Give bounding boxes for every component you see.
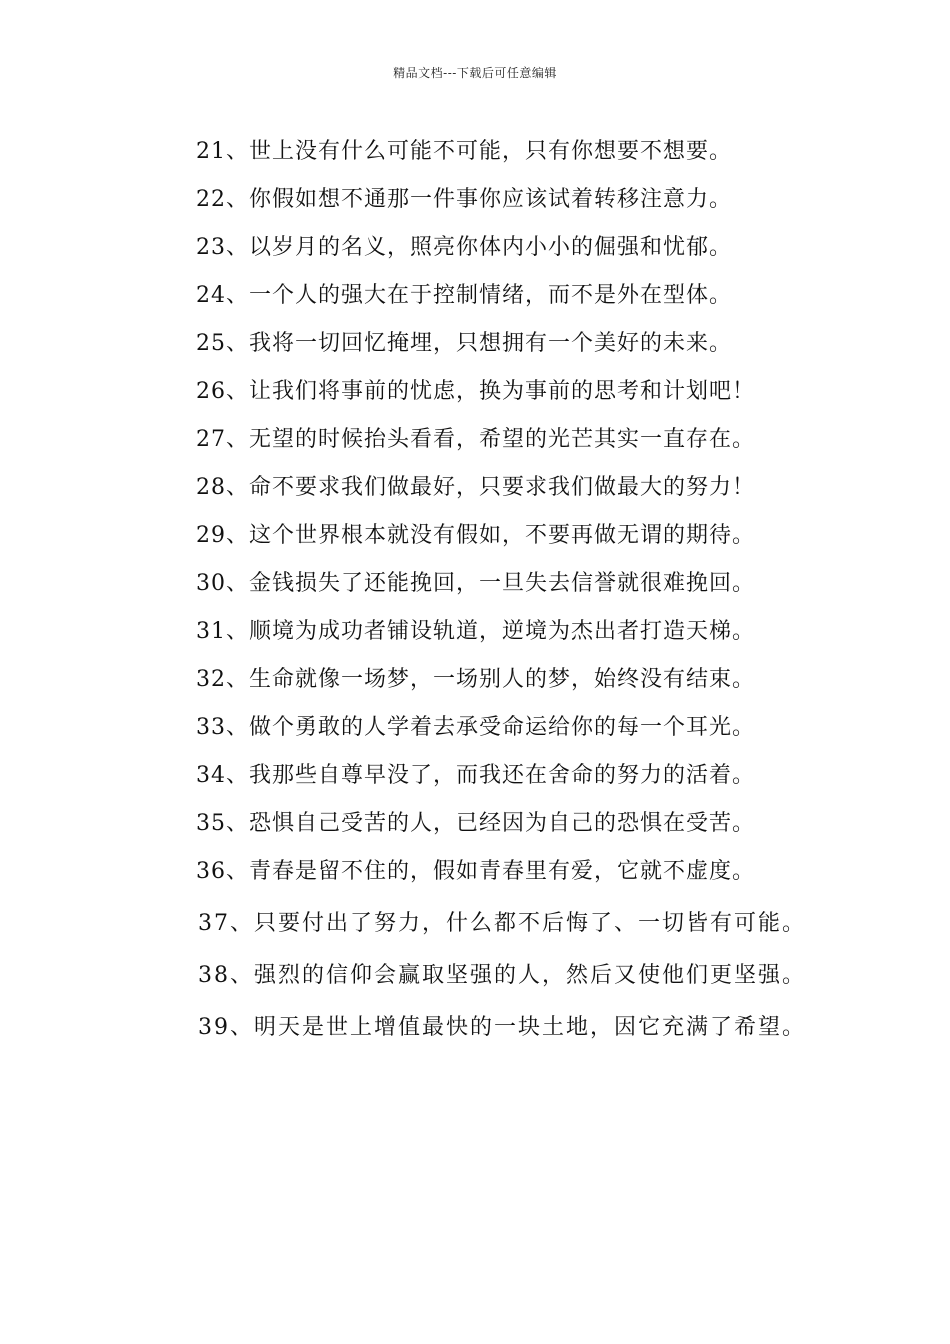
quote-line: 22、你假如想不通那一件事你应该试着转移注意力。 (196, 187, 732, 212)
quote-line: 29、这个世界根本就没有假如，不要再做无谓的期待。 (196, 523, 755, 548)
quote-line: 27、无望的时候抬头看看，希望的光芒其实一直存在。 (196, 427, 755, 452)
quote-line: 34、我那些自尊早没了，而我还在舍命的努力的活着。 (196, 763, 755, 788)
document-body (146, 128, 806, 1052)
page-header: 精品文档---下载后可任意编辑 (393, 66, 557, 80)
quote-line: 25、我将一切回忆掩埋，只想拥有一个美好的未来。 (196, 331, 732, 356)
quote-line: 28、命不要求我们做最好，只要求我们做最大的努力！ (196, 475, 755, 500)
quote-line: 35、恐惧自己受苦的人，已经因为自己的恐惧在受苦。 (196, 811, 755, 836)
quote-line: 24、一个人的强大在于控制情绪，而不是外在型体。 (196, 283, 732, 308)
quote-line: 23、以岁月的名义，照亮你体内小小的倔强和忧郁。 (196, 235, 732, 260)
quote-line: 31、顺境为成功者铺设轨道，逆境为杰出者打造天梯。 (196, 619, 755, 644)
quote-paragraph: 37、只要付出了努力，什么都不后悔了、一切皆有可能。 (198, 911, 806, 936)
quote-line: 36、青春是留不住的，假如青春里有爱，它就不虚度。 (196, 859, 755, 884)
quote-line: 21、世上没有什么可能不可能，只有你想要不想要。 (196, 139, 732, 164)
quote-line: 30、金钱损失了还能挽回，一旦失去信誉就很难挽回。 (196, 571, 755, 596)
quote-paragraph: 38、强烈的信仰会赢取坚强的人，然后又使他们更坚强。 (198, 963, 806, 988)
quote-line: 32、生命就像一场梦，一场别人的梦，始终没有结束。 (196, 667, 755, 692)
quote-line: 33、做个勇敢的人学着去承受命运给你的每一个耳光。 (196, 715, 755, 740)
quote-paragraph: 39、明天是世上增值最快的一块土地，因它充满了希望。 (198, 1015, 806, 1040)
quote-line: 26、让我们将事前的忧虑，换为事前的思考和计划吧！ (196, 379, 755, 404)
